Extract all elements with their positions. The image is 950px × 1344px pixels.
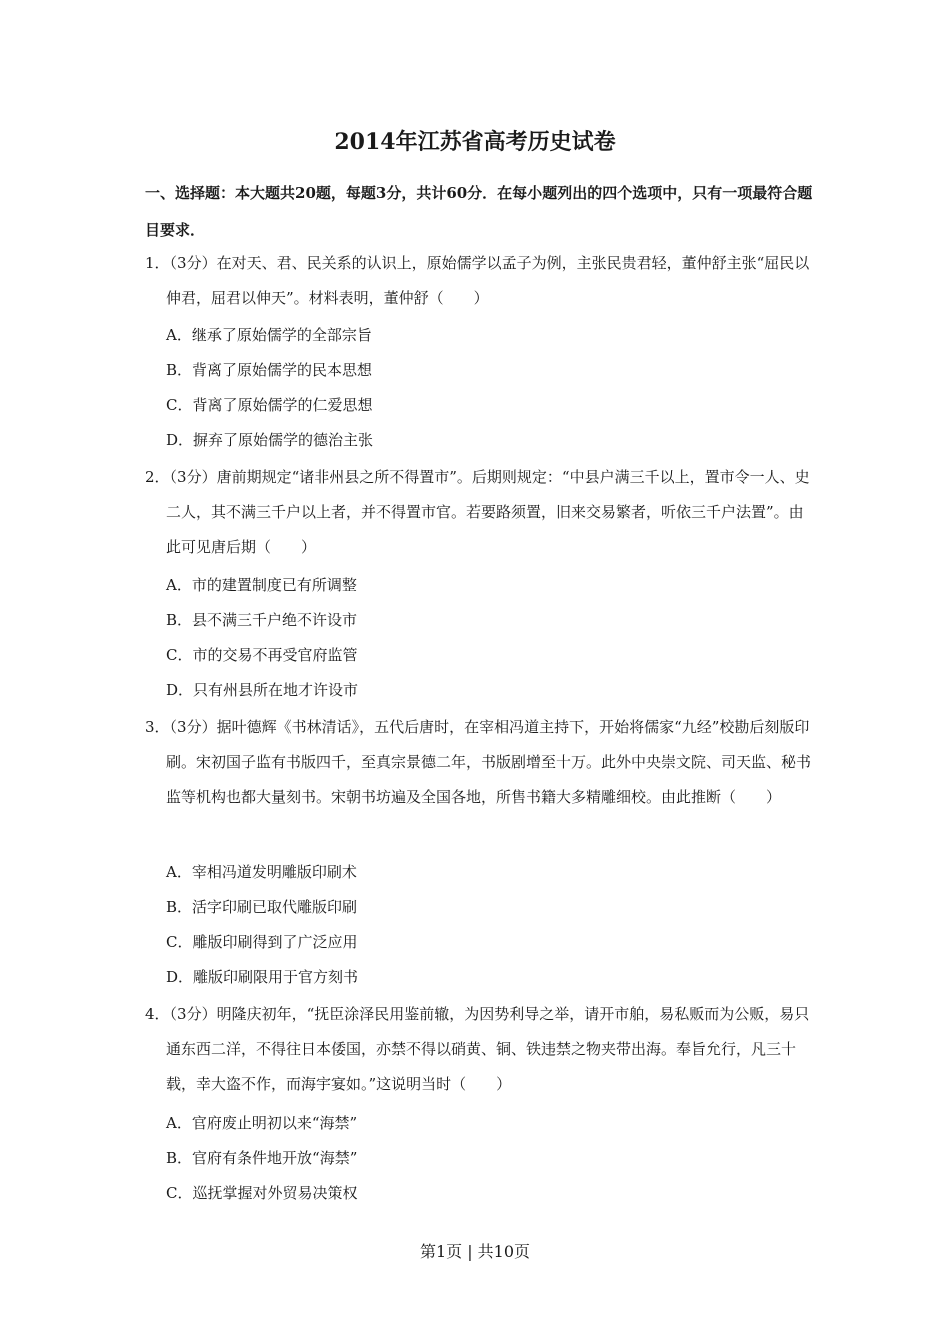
question-1 bbox=[145, 246, 815, 316]
question-3-option-a: A．宰相冯道发明雕版印刷术 bbox=[166, 863, 357, 881]
question-1-option-d: D．摒弃了原始儒学的德治主张 bbox=[166, 431, 374, 449]
question-3-option-b: B．活字印刷已取代雕版印刷 bbox=[166, 898, 358, 916]
question-4-option-b: B．官府有条件地开放“海禁” bbox=[166, 1149, 358, 1167]
question-4-stem: 4．（3分）明隆庆初年，“抚臣涂泽民用鉴前辙，为因势利导之举，请开市舶，易私贩而为公贩，易只通东西二洋，不得往日本倭国，亦禁不得以硝黄、铜、铁违禁之物夹带出海。奉旨允行，凡三十载，幸大盗不作，而海宇宴如。”这说明当时（ ） bbox=[145, 1005, 810, 1093]
question-2-stem: 2．（3分）唐前期规定“诸非州县之所不得置市”。后期则规定：“中县户满三千以上，置市令一人、史二人，其不满三千户以上者，并不得置市官。若要路须置，旧来交易繁者，听依三千户法置”。由此可见唐后期（ ） bbox=[145, 468, 810, 556]
question-2-option-a: A．市的建置制度已有所调整 bbox=[166, 576, 357, 594]
question-4 bbox=[145, 997, 815, 1102]
question-4-option-c: C．巡抚掌握对外贸易决策权 bbox=[166, 1184, 358, 1202]
page-footer: 第1页 | 共10页 bbox=[419, 1242, 531, 1261]
question-3-option-c: C．雕版印刷得到了广泛应用 bbox=[166, 933, 358, 951]
question-2-option-c: C．市的交易不再受官府监管 bbox=[166, 646, 358, 664]
question-3 bbox=[145, 710, 815, 815]
question-2-option-d: D．只有州县所在地才许设市 bbox=[166, 681, 359, 699]
question-1-option-a: A．继承了原始儒学的全部宗旨 bbox=[166, 326, 372, 344]
question-2 bbox=[145, 460, 815, 565]
question-1-stem: 1．（3分）在对天、君、民关系的认识上，原始儒学以孟子为例，主张民贵君轻，董仲舒主张“屈民以伸君，屈君以伸天”。材料表明，董仲舒（ ） bbox=[145, 254, 810, 307]
question-1-option-c: C．背离了原始儒学的仁爱思想 bbox=[166, 396, 373, 414]
section-heading: 一、选择题：本大题共20题，每题3分，共计60分．在每小题列出的四个选项中，只有一项最符合题目要求． bbox=[145, 184, 813, 239]
question-3-stem: 3．（3分）据叶德辉《书林清话》，五代后唐时，在宰相冯道主持下，开始将儒家“九经”校勘后刻版印刷。宋初国子监有书版四千，至真宗景德二年，书版剧增至十万。此外中央崇文院、司天监、秘书监等机构也都大量刻书。宋朝书坊遍及全国各地，所售书籍大多精雕细校。由此推断（ ） bbox=[145, 718, 812, 806]
page-title: 2014年江苏省高考历史试卷 bbox=[334, 129, 616, 155]
question-2-option-b: B．县不满三千户绝不许设市 bbox=[166, 611, 358, 629]
question-4-option-a: A．官府废止明初以来“海禁” bbox=[166, 1114, 358, 1132]
question-1-option-b: B．背离了原始儒学的民本思想 bbox=[166, 361, 373, 379]
question-3-option-d: D．雕版印刷限用于官方刻书 bbox=[166, 968, 359, 986]
